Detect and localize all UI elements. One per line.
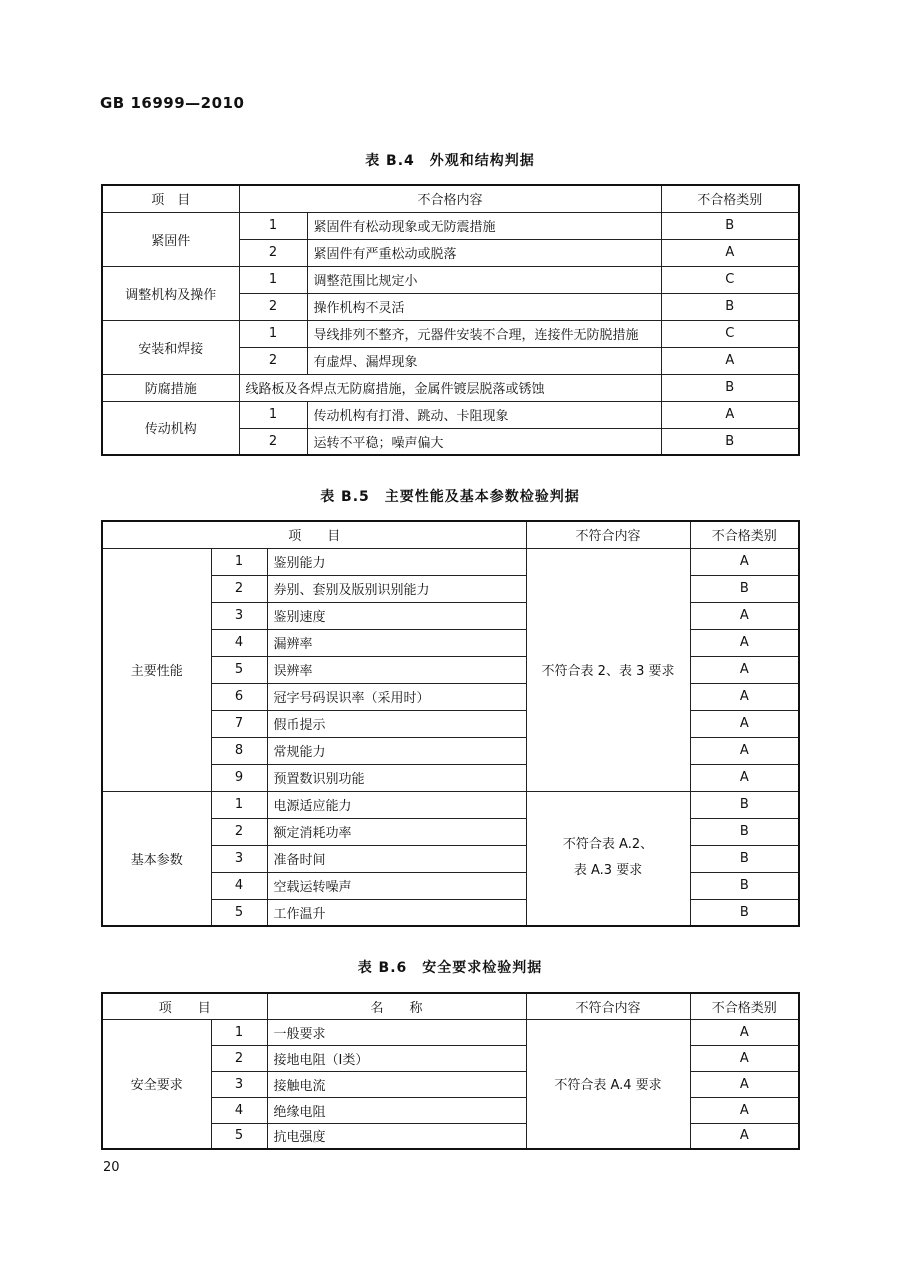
row-content: 有虚焊、漏焊现象 (307, 347, 661, 374)
group-name: 主要性能 (102, 548, 211, 791)
row-content: 调整范围比规定小 (307, 266, 661, 293)
row-no: 2 (211, 1045, 267, 1071)
row-category: A (661, 347, 799, 374)
row-no: 2 (239, 347, 307, 374)
table-b6-caption: 表 B.6 安全要求检验判据 (357, 960, 543, 976)
row-category: A (690, 1045, 799, 1071)
group-name: 基本参数 (102, 791, 211, 926)
row-category: B (661, 293, 799, 320)
row-name: 额定消耗功率 (267, 818, 526, 845)
row-category: A (690, 683, 799, 710)
row-name: 冠字号码误识率（采用时） (267, 683, 526, 710)
group-name: 传动机构 (102, 401, 239, 455)
row-category: B (690, 899, 799, 926)
row-category: A (690, 1097, 799, 1123)
row-name: 假币提示 (267, 710, 526, 737)
header-category: 不合格类别 (690, 521, 799, 548)
row-no: 5 (211, 1123, 267, 1149)
row-name: 漏辨率 (267, 629, 526, 656)
row-no: 2 (211, 575, 267, 602)
row-content: 操作机构不灵活 (307, 293, 661, 320)
row-no: 3 (211, 845, 267, 872)
row-category: A (690, 656, 799, 683)
group-name: 安装和焊接 (102, 320, 239, 374)
header-category: 不合格类别 (690, 993, 799, 1019)
table-row (102, 320, 799, 347)
nonconform-line: 表 A.3 要求 (573, 863, 643, 879)
header-name: 名 称 (267, 993, 526, 1019)
row-no: 8 (211, 737, 267, 764)
row-category: C (661, 320, 799, 347)
row-category: B (690, 818, 799, 845)
row-no: 1 (239, 266, 307, 293)
row-no: 4 (211, 872, 267, 899)
row-category: A (690, 1019, 799, 1045)
row-name: 接地电阻（Ⅰ类） (267, 1045, 526, 1071)
row-name: 常规能力 (267, 737, 526, 764)
table-row (102, 266, 799, 293)
table-b5 (101, 520, 800, 927)
row-no: 1 (211, 791, 267, 818)
group-nonconform (526, 791, 690, 926)
row-name: 鉴别能力 (267, 548, 526, 575)
group-name: 防腐措施 (102, 374, 239, 401)
table-b5-caption: 表 B.5 主要性能及基本参数检验判据 (320, 489, 580, 505)
row-content: 线路板及各焊点无防腐措施，金属件镀层脱落或锈蚀 (239, 374, 661, 401)
row-category: B (661, 374, 799, 401)
row-content: 紧固件有严重松动或脱落 (307, 239, 661, 266)
table-b4-caption: 表 B.4 外观和结构判据 (365, 153, 535, 169)
group-nonconform: 不符合表 2、表 3 要求 (526, 548, 690, 791)
group-nonconform: 不符合表 A.4 要求 (526, 1019, 690, 1149)
header-category: 不合格类别 (661, 185, 799, 212)
row-name: 绝缘电阻 (267, 1097, 526, 1123)
header-item: 项 目 (102, 993, 267, 1019)
row-no: 1 (239, 320, 307, 347)
row-name: 接触电流 (267, 1071, 526, 1097)
row-name: 准备时间 (267, 845, 526, 872)
row-category: B (690, 575, 799, 602)
row-name: 空载运转噪声 (267, 872, 526, 899)
table-header-row (102, 185, 799, 212)
row-category: A (690, 1123, 799, 1149)
row-category: A (661, 401, 799, 428)
row-category: A (690, 602, 799, 629)
row-name: 券别、套别及版别识别能力 (267, 575, 526, 602)
standard-code: GB 16999—2010 (100, 94, 245, 112)
row-category: A (661, 239, 799, 266)
row-no: 2 (239, 239, 307, 266)
table-row (102, 791, 799, 818)
row-no: 7 (211, 710, 267, 737)
table-row (102, 212, 799, 239)
row-name: 电源适应能力 (267, 791, 526, 818)
row-no: 2 (211, 818, 267, 845)
group-name: 安全要求 (102, 1019, 211, 1149)
row-category: A (690, 548, 799, 575)
table-header-row (102, 993, 799, 1019)
row-no: 3 (211, 602, 267, 629)
row-category: A (690, 764, 799, 791)
row-no: 4 (211, 629, 267, 656)
header-item: 项 目 (102, 521, 526, 548)
row-content: 导线排列不整齐，元器件安装不合理，连接件无防脱措施 (307, 320, 661, 347)
row-category: A (690, 629, 799, 656)
row-category: B (661, 428, 799, 455)
table-b6 (101, 992, 800, 1150)
row-name: 一般要求 (267, 1019, 526, 1045)
row-no: 1 (239, 212, 307, 239)
header-nonconform: 不符合内容 (526, 993, 690, 1019)
row-category: B (690, 872, 799, 899)
row-category: A (690, 710, 799, 737)
row-category: B (690, 845, 799, 872)
group-name: 紧固件 (102, 212, 239, 266)
row-category: B (690, 791, 799, 818)
row-no: 4 (211, 1097, 267, 1123)
row-content: 传动机构有打滑、跳动、卡阻现象 (307, 401, 661, 428)
row-name: 抗电强度 (267, 1123, 526, 1149)
table-row (102, 401, 799, 428)
row-category: A (690, 737, 799, 764)
row-category: C (661, 266, 799, 293)
page-number: 20 (103, 1160, 120, 1175)
row-no: 2 (239, 428, 307, 455)
table-row (102, 1019, 799, 1045)
row-name: 鉴别速度 (267, 602, 526, 629)
header-item: 项 目 (102, 185, 239, 212)
row-name: 工作温升 (267, 899, 526, 926)
row-no: 9 (211, 764, 267, 791)
row-content: 运转不平稳；噪声偏大 (307, 428, 661, 455)
row-no: 6 (211, 683, 267, 710)
table-b4 (101, 184, 800, 456)
row-no: 2 (239, 293, 307, 320)
table-row (102, 548, 799, 575)
row-no: 5 (211, 899, 267, 926)
row-content: 紧固件有松动现象或无防震措施 (307, 212, 661, 239)
row-category: B (661, 212, 799, 239)
header-content: 不合格内容 (239, 185, 661, 212)
row-no: 5 (211, 656, 267, 683)
row-no: 1 (211, 548, 267, 575)
row-no: 1 (211, 1019, 267, 1045)
nonconform-line: 不符合表 A.2、 (562, 837, 654, 853)
row-name: 预置数识别功能 (267, 764, 526, 791)
row-no: 1 (239, 401, 307, 428)
table-header-row (102, 521, 799, 548)
row-name: 误辨率 (267, 656, 526, 683)
row-category: A (690, 1071, 799, 1097)
header-nonconform: 不符合内容 (526, 521, 690, 548)
group-name: 调整机构及操作 (102, 266, 239, 320)
row-no: 3 (211, 1071, 267, 1097)
table-row (102, 374, 799, 401)
